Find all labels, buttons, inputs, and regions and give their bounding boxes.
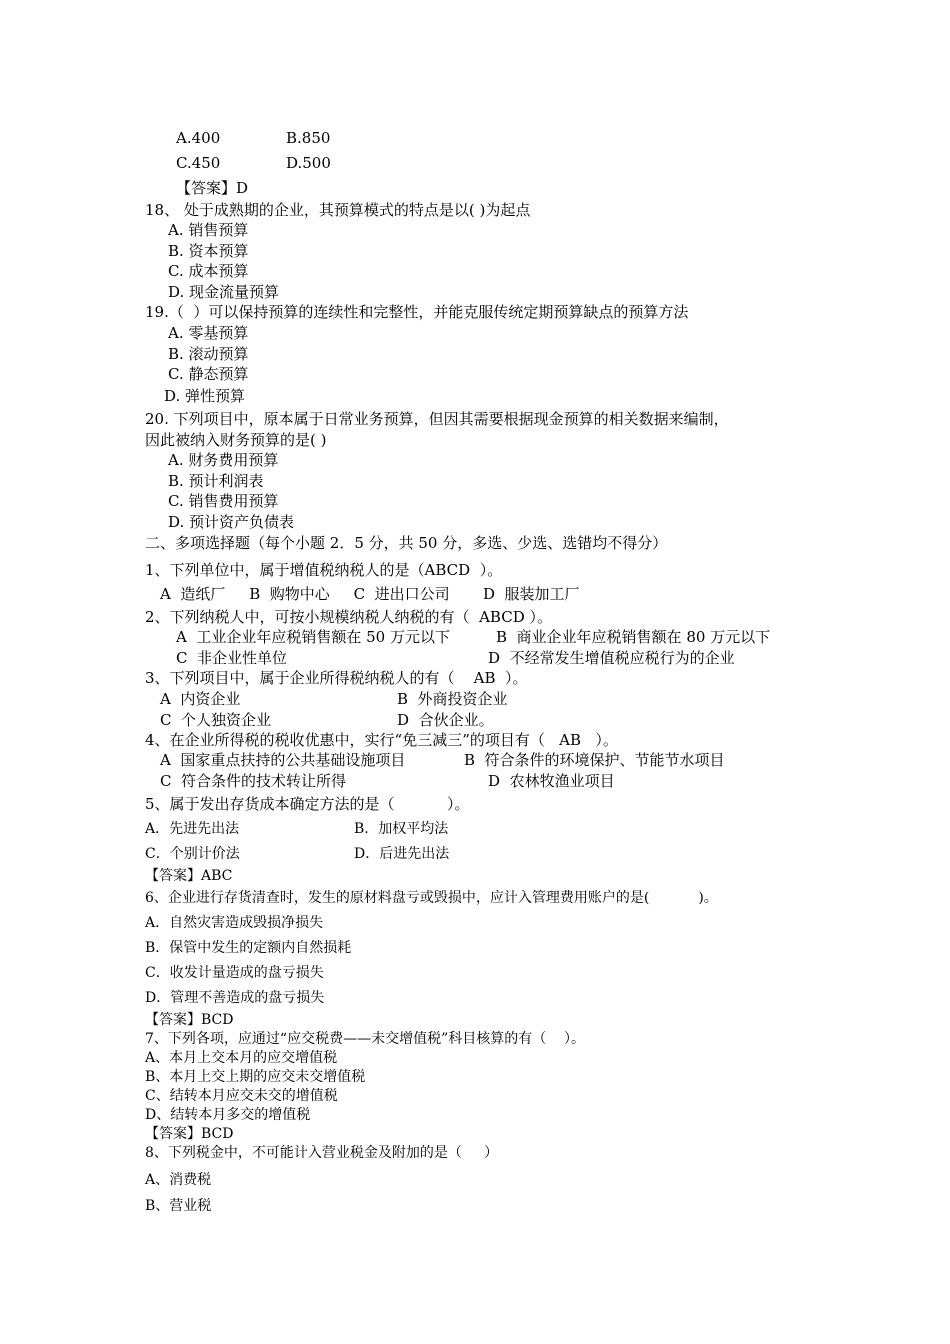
option-line: D．管理不善造成的盘亏损失 [145, 990, 325, 1006]
option-line: A. 零基预算 [168, 324, 249, 342]
option-a: A 国家重点扶持的公共基础设施项目 [160, 751, 406, 769]
option-b: B 符合条件的环境保护、节能节水项目 [464, 751, 725, 769]
option-line: C. 静态预算 [168, 365, 249, 383]
option-d: D.500 [286, 154, 331, 172]
option-line: B．保管中发生的定额内自然损耗 [145, 940, 352, 956]
option-c: C．个别计价法 [145, 846, 240, 862]
question-6: 6、企业进行存货清查时，发生的原材料盘亏或毁损中，应计入管理费用账户的是( )。 [145, 890, 718, 906]
answer-line: 【答案】ABC [145, 868, 233, 884]
option-b: B．加权平均法 [354, 821, 449, 837]
question-18: 18、 处于成熟期的企业，其预算模式的特点是以( )为起点 [145, 201, 531, 219]
option-line: B. 预计利润表 [168, 472, 264, 490]
question-7: 7、下列各项，应通过“应交税费——未交增值税”科目核算的有（ ）。 [145, 1031, 586, 1047]
option-line: C、结转本月应交未交的增值税 [145, 1088, 338, 1104]
question-4: 4、在企业所得税的税收优惠中，实行“免三减三”的项目有（ AB ）。 [145, 731, 618, 749]
option-b: B 商业企业年应税销售额在 80 万元以下 [496, 628, 771, 646]
option-a: A.400 [176, 129, 221, 147]
option-line: D. 弹性预算 [164, 387, 246, 405]
question-2: 2、下列纳税人中，可按小规模纳税人纳税的有（ ABCD ）。 [145, 608, 552, 626]
section-heading: 二、多项选择题（每个小题 2．5 分，共 50 分，多选、少选、选错均不得分） [145, 534, 668, 552]
option-line: D. 现金流量预算 [168, 283, 280, 301]
option-line: C. 成本预算 [168, 262, 249, 280]
question-8: 8、下列税金中，不可能计入营业税金及附加的是（ ） [145, 1145, 499, 1161]
answer-line: 【答案】BCD [145, 1012, 234, 1028]
question-5: 5、属于发出存货成本确定方法的是（ ）。 [145, 795, 470, 813]
option-c: C 符合条件的技术转让所得 [160, 772, 347, 790]
option-line: B、营业税 [145, 1198, 212, 1214]
option-line: A 造纸厂 B 购物中心 C 进出口公司 D 服装加工厂 [160, 585, 580, 603]
option-c: C 个人独资企业 [160, 711, 272, 729]
question-19: 19.（ ）可以保持预算的连续性和完整性，并能克服传统定期预算缺点的预算方法 [145, 303, 689, 321]
option-c: C 非企业性单位 [176, 649, 288, 667]
option-d: D．后进先出法 [354, 846, 450, 862]
option-line: D、结转本月多交的增值税 [145, 1107, 311, 1123]
question-20: 20. 下列项目中，原本属于日常业务预算，但因其需要根据现金预算的相关数据来编制， [145, 410, 729, 428]
option-line: C. 销售费用预算 [168, 492, 279, 510]
option-line: D. 预计资产负债表 [168, 513, 295, 531]
option-d: D 不经常发生增值税应税行为的企业 [488, 649, 735, 667]
option-line: A. 财务费用预算 [168, 451, 279, 469]
option-a: A 工业企业年应税销售额在 50 万元以下 [176, 628, 450, 646]
question-3: 3、下列项目中，属于企业所得税纳税人的有（ AB ）。 [145, 669, 528, 687]
option-line: A、本月上交本月的应交增值税 [145, 1050, 338, 1066]
question-20-cont: 因此被纳入财务预算的是( ) [145, 431, 327, 449]
option-line: A. 销售预算 [168, 221, 249, 239]
answer-line: 【答案】BCD [145, 1126, 234, 1142]
option-b: B 外商投资企业 [397, 690, 508, 708]
option-line: B、本月上交上期的应交未交增值税 [145, 1069, 366, 1085]
option-a: A．先进先出法 [145, 821, 240, 837]
option-line: A．自然灾害造成毁损净损失 [145, 915, 324, 931]
answer-line: 【答案】D [176, 179, 249, 197]
option-line: C．收发计量造成的盘亏损失 [145, 965, 324, 981]
option-line: B. 滚动预算 [168, 345, 249, 363]
option-d: D 农林牧渔业项目 [488, 772, 615, 790]
option-d: D 合伙企业。 [397, 711, 494, 729]
option-line: A、消费税 [145, 1172, 212, 1188]
option-line: B. 资本预算 [168, 242, 249, 260]
question-1: 1、下列单位中，属于增值税纳税人的是（ABCD ）。 [145, 561, 503, 579]
option-a: A 内资企业 [160, 690, 241, 708]
option-c: C.450 [176, 154, 221, 172]
option-b: B.850 [286, 129, 331, 147]
